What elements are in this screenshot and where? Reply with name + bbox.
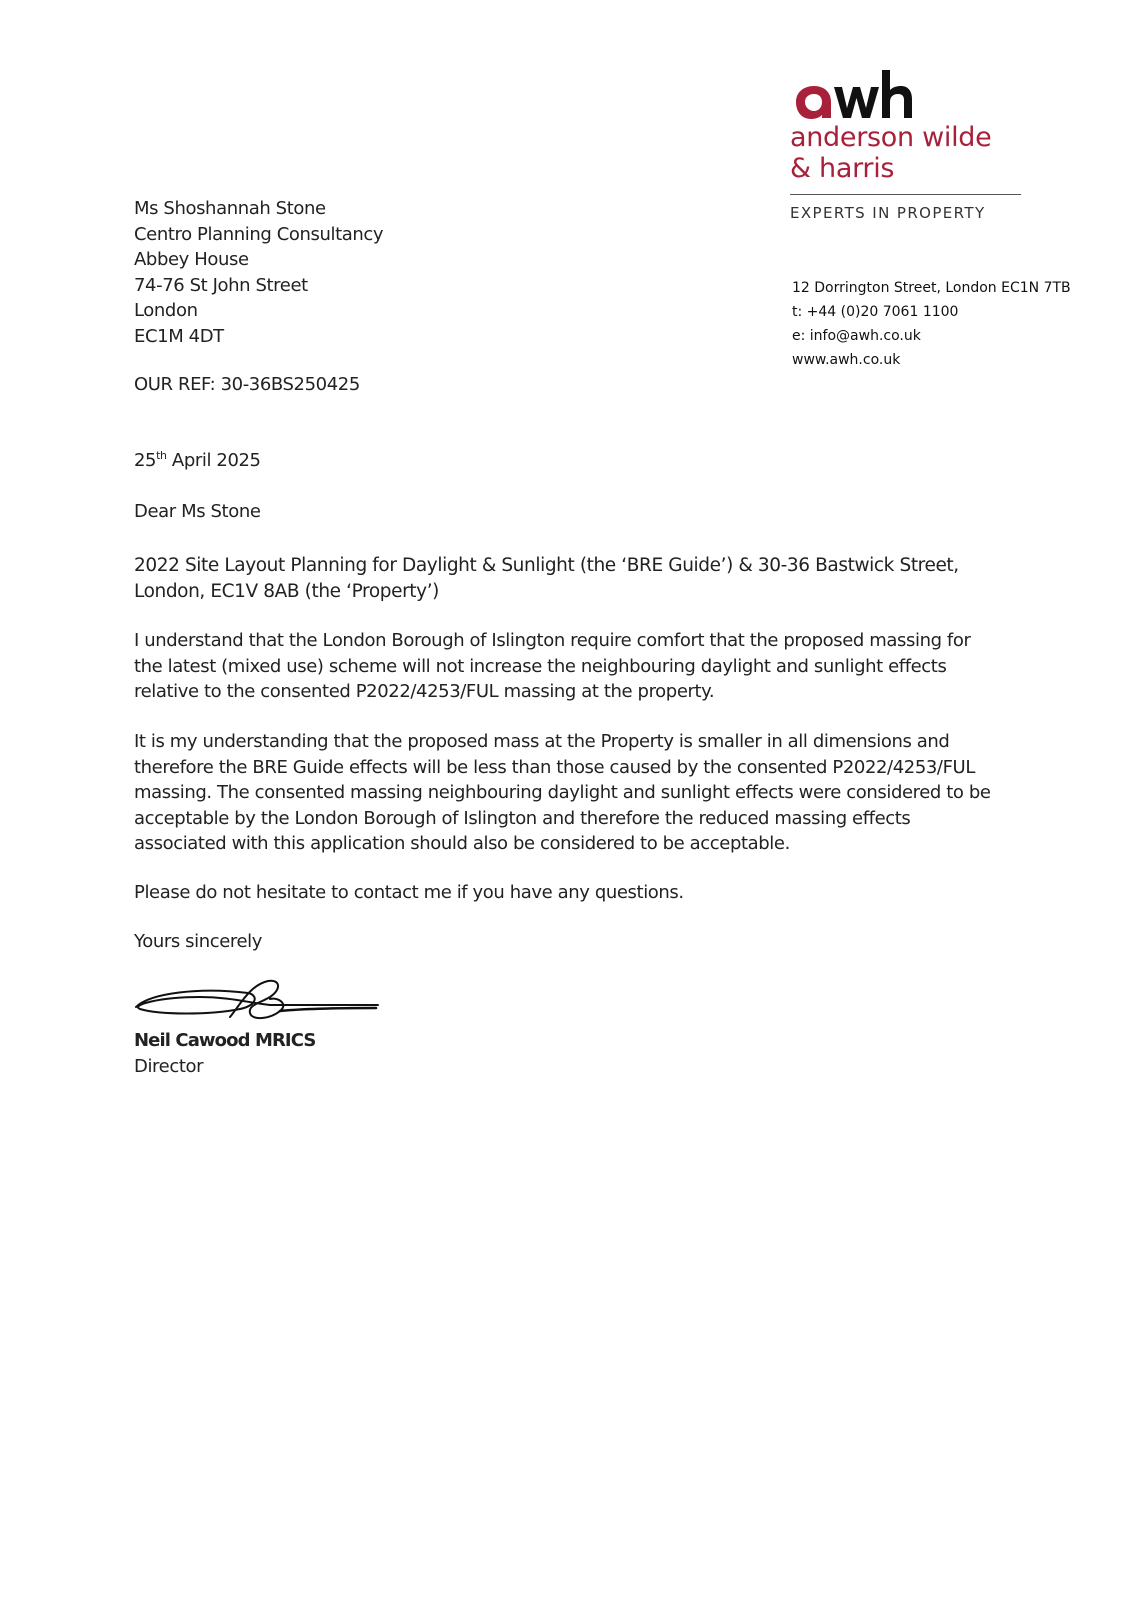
letter-date (134, 450, 261, 471)
awh-logo-mark (790, 68, 912, 122)
letterhead-divider (790, 194, 1021, 195)
letterhead-tagline: EXPERTS IN PROPERTY (790, 204, 986, 222)
date-month-year: April 2025 (166, 450, 261, 471)
company-website: www.awh.co.uk (792, 352, 901, 368)
date-suffix: th (156, 449, 167, 462)
brand-name-line1: anderson wilde (790, 122, 992, 153)
recipient-name: Ms Shoshannah Stone (134, 198, 326, 219)
recipient-address-line1: Abbey House (134, 249, 249, 270)
company-email: e: info@awh.co.uk (792, 328, 921, 344)
company-phone: t: +44 (0)20 7061 1100 (792, 304, 959, 320)
closing: Yours sincerely (134, 931, 263, 952)
brand-name-line2: & harris (790, 153, 895, 184)
recipient-address (134, 196, 383, 349)
company-address: 12 Dorrington Street, London EC1N 7TB (792, 280, 1071, 296)
letter-subject: 2022 Site Layout Planning for Daylight & Sunlight (the ‘BRE Guide’) & 30-36 Bastwick Street, London, EC1V 8AB (the ‘Property’) (134, 555, 959, 602)
handwritten-signature (130, 975, 380, 1025)
signer-title: Director (134, 1056, 204, 1077)
body-paragraph-1: I understand that the London Borough of Islington require comfort that the proposed massing for the latest (mixed use) scheme will not increase the neighbouring daylight and sunlight effects relative to the consented P2022/4253/FUL massing at the property. (134, 630, 971, 702)
body-paragraph-2: It is my understanding that the proposed mass at the Property is smaller in all dimensions and therefore the BRE Guide effects will be less than those caused by the consented P2022/4253/FUL massing. The consented massing neighbouring daylight and sunlight effects were considered to be acceptable by the London Borough of Islington and therefore the reduced massing effects associated with this application should also be considered to be acceptable. (134, 731, 991, 854)
body-paragraph-3: Please do not hesitate to contact me if you have any questions. (134, 882, 684, 903)
recipient-address-line2: 74-76 St John Street (134, 274, 308, 296)
date-day: 25 (134, 450, 157, 471)
salutation: Dear Ms Stone (134, 501, 261, 522)
letterhead-logo (790, 68, 1050, 222)
letterhead-contact (792, 276, 1071, 372)
recipient-postcode: EC1M 4DT (134, 325, 224, 347)
recipient-company: Centro Planning Consultancy (134, 223, 384, 245)
our-reference: OUR REF: 30-36BS250425 (134, 374, 360, 395)
signer-name: Neil Cawood MRICS (134, 1030, 316, 1051)
recipient-city: London (134, 300, 198, 321)
